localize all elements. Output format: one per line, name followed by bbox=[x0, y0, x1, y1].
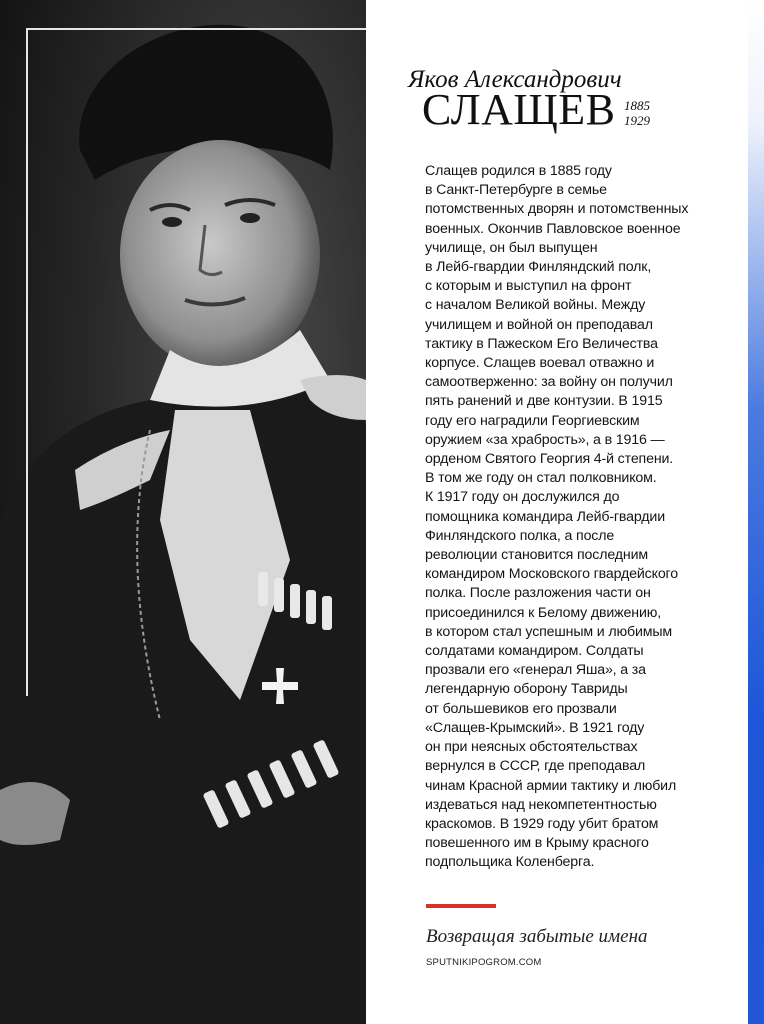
bio-line: подпольщика Коленберга. bbox=[425, 854, 595, 871]
bio-line: в Санкт-Петербурге в семье bbox=[425, 182, 607, 199]
bio-line: солдатами командиром. Солдаты bbox=[425, 643, 644, 660]
bio-line: в котором стал успешным и любимым bbox=[425, 623, 672, 640]
bio-line: чинам Красной армии тактику и любил bbox=[425, 777, 677, 794]
bio-line: Финляндского полка, а после bbox=[425, 527, 615, 544]
bio-line: прозвали его «генерал Яша», а за bbox=[425, 662, 646, 679]
bio-line: тактику в Пажеском Его Величества bbox=[425, 335, 658, 352]
bio-line: командиром Московского гвардейского bbox=[425, 566, 679, 583]
biography-text bbox=[425, 162, 725, 873]
bio-line: самоотверженно: за войну он получил bbox=[425, 374, 673, 391]
year-died: 1929 bbox=[624, 113, 650, 128]
surname-title: СЛАЩЕВ bbox=[422, 85, 616, 134]
bio-line: вернулся в СССР, где преподавал bbox=[425, 758, 646, 775]
bio-line: краскомов. В 1929 году убит братом bbox=[425, 815, 659, 832]
bio-line: пять ранений и две контузии. В 1915 bbox=[425, 393, 663, 410]
bio-line: К 1917 году он дослужился до bbox=[425, 489, 620, 506]
bio-line: потомственных дворян и потомственных bbox=[425, 201, 689, 218]
bio-line: «Слащев-Крымский». В 1921 году bbox=[425, 719, 645, 736]
bio-line: орденом Святого Георгия 4-й степени. bbox=[425, 451, 674, 468]
website-url: SPUTNIKIPOGROM.COM bbox=[426, 957, 542, 968]
bio-line: Слащев родился в 1885 году bbox=[425, 163, 612, 179]
bio-line: издеваться над некомпетентностью bbox=[425, 796, 657, 813]
bio-line: повешенного им в Крыму красного bbox=[425, 835, 649, 852]
bio-line: году его наградили Георгиевским bbox=[425, 412, 640, 429]
portrait-photo bbox=[0, 0, 366, 1024]
bio-line: легендарную оборону Тавриды bbox=[425, 681, 628, 698]
bio-line: военных. Окончив Павловское военное bbox=[425, 220, 681, 237]
photo-frame-line bbox=[26, 28, 366, 696]
bio-line: В том же году он стал полковником. bbox=[425, 470, 657, 487]
bio-line: присоединился к Белому движению, bbox=[425, 604, 661, 621]
bio-line: от большевиков его прозвали bbox=[425, 700, 617, 717]
bio-line: училище, он был выпущен bbox=[425, 239, 598, 256]
blue-edge-stripe bbox=[748, 0, 764, 1024]
bio-line: с началом Великой войны. Между bbox=[425, 297, 646, 314]
bio-line: он при неясных обстоятельствах bbox=[425, 739, 638, 756]
bio-line: помощника командира Лейб-гвардии bbox=[425, 508, 665, 525]
red-divider bbox=[426, 904, 496, 908]
bio-line: корпусе. Слащев воевал отважно и bbox=[425, 355, 655, 372]
bio-line: с которым и выступил на фронт bbox=[425, 278, 632, 295]
series-title: Возвращая забытые имена bbox=[426, 926, 648, 947]
first-name: Яков Александрович bbox=[408, 66, 622, 93]
life-years bbox=[624, 98, 650, 128]
bio-line: в Лейб-гвардии Финляндский полк, bbox=[425, 259, 652, 276]
bio-line: полка. После разложения части он bbox=[425, 585, 651, 602]
year-born: 1885 bbox=[624, 98, 650, 113]
bio-line: оружием «за храбрость», а в 1916 — bbox=[425, 431, 665, 448]
bio-line: училищем и войной он преподавал bbox=[425, 316, 653, 333]
bio-line: революции становится последним bbox=[425, 547, 648, 564]
